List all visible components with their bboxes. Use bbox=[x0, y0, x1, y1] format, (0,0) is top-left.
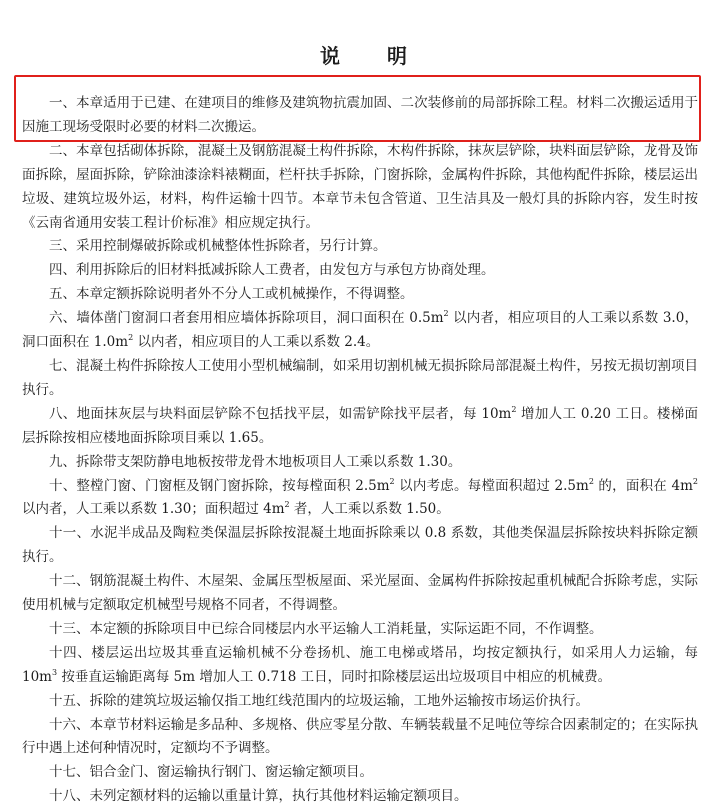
paragraph-13: 十三、本定额的拆除项目中已综合同楼层内水平运输人工消耗量，实际运距不同，不作调整。 bbox=[49, 620, 603, 637]
paragraph-12: 十二、钢筋混凝土构件、木屋架、金属压型板屋面、采光屋面、金属构件拆除按起重机械配合拆除考虑，实际使用机械与定额取定机械型号规格不同者，不得调整。 bbox=[22, 573, 698, 614]
paragraph-17: 十七、铝合金门、窗运输执行钢门、窗运输定额项目。 bbox=[49, 764, 373, 781]
paragraph-2: 二、本章包括砌体拆除，混凝土及钢筋混凝土构件拆除，木构件拆除，抹灰层铲除，块料面层铲除，龙骨及饰面拆除，屋面拆除，铲除油漆涂料裱糊面，栏杆扶手拆除，门窗拆除，金属构件拆除，其他构配件拆除，楼层运出垃圾、建筑垃圾外运，材料，构件运输十四节。本章节未包含管道、卫生洁具及一般灯具的拆除内容，发生时按《云南省通用安装工程计价标准》相应规定执行。 bbox=[22, 142, 698, 231]
paragraph-11: 十一、水泥半成品及陶粒类保温层拆除按混凝土地面拆除乘以 0.8 系数，其他类保温层拆除按块料拆除定额执行。 bbox=[22, 525, 698, 566]
paragraph-15: 十五、拆除的建筑垃圾运输仅指工地红线范围内的垃圾运输，工地外运输按市场运价执行。 bbox=[49, 692, 589, 709]
paragraph-14: 十四、楼层运出垃圾其垂直运输机械不分卷扬机、施工电梯或塔吊，均按定额执行，如采用人力运输，每 $10m^3$ 按垂直运输距离每 5m 增加人工 0.718 工日，同时扣除楼层运出垃圾项目中相应的机械费。 bbox=[22, 644, 698, 685]
document-body bbox=[22, 92, 698, 809]
paragraph-6: 六、墙体凿门窗洞口者套用相应墙体拆除项目，洞口面积在 $0.5m^2$ 以内者，相应项目的人工乘以系数 3.0，洞口面积在 $1.0m^2$ 以内者，相应项目的人工乘以系数 2.4。 bbox=[22, 309, 698, 351]
page-title: 说 明 bbox=[320, 44, 427, 68]
paragraph-3: 三、采用控制爆破拆除或机械整体性拆除者，另行计算。 bbox=[49, 238, 387, 255]
paragraph-18: 十八、未列定额材料的运输以重量计算，执行其他材料运输定额项目。 bbox=[49, 788, 468, 805]
paragraph-10: 十、整樘门窗、门窗框及钢门窗拆除，按每樘面积 $2.5m^2$ 以内考虑。每樘面积超过 $2.5m^2$ 的，面积在 $4m^2$ 以内者，人工乘以系数 1.30；面积超过 $4m^2$ 者，人工乘以系数 1.50。 bbox=[22, 476, 698, 518]
paragraph-7: 七、混凝土构件拆除按人工使用小型机械编制，如采用切割机械无损拆除局部混凝土构件，另按无损切割项目执行。 bbox=[22, 357, 698, 398]
paragraph-1: 一、本章适用于已建、在建项目的维修及建筑物抗震加固、二次装修前的局部拆除工程。材料二次搬运适用于因施工现场受限时必要的材料二次搬运。 bbox=[22, 95, 698, 135]
paragraph-8: 八、地面抹灰层与块料面层铲除不包括找平层，如需铲除找平层者，每 $10m^2$ 增加人工 0.20 工日。楼梯面层拆除按相应楼地面拆除项目乘以 1.65。 bbox=[22, 404, 698, 446]
highlight-box bbox=[14, 75, 701, 142]
paragraph-9: 九、拆除带支架防静电地板按带龙骨木地板项目人工乘以系数 1.30。 bbox=[49, 453, 462, 470]
paragraph-4: 四、利用拆除后的旧材料抵减拆除人工费者，由发包方与承包方协商处理。 bbox=[49, 262, 495, 279]
paragraph-16: 十六、本章节材料运输是多品种、多规格、供应零星分散、车辆装载量不足吨位等综合因素制定的；在实际执行中遇上述何种情况时，定额均不予调整。 bbox=[22, 716, 698, 757]
paragraph-5: 五、本章定额拆除说明者外不分人工或机械操作，不得调整。 bbox=[49, 286, 414, 303]
